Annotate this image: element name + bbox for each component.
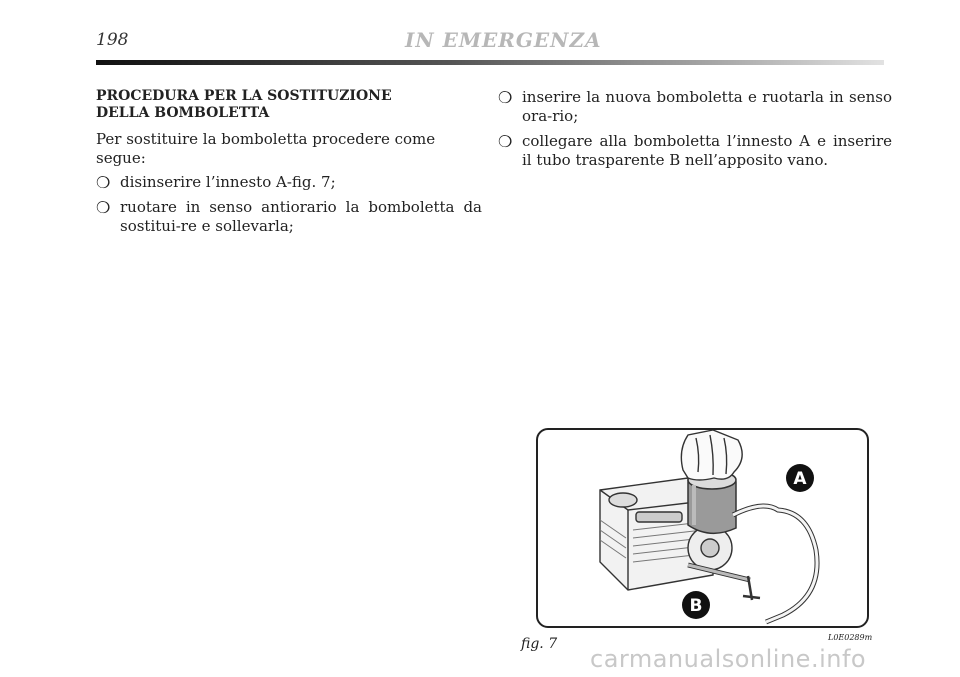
list-item-text: collegare alla bomboletta l’innesto A e inserire il tubo trasparente B nell’apposito vano. bbox=[522, 132, 892, 169]
list-item bbox=[96, 173, 482, 192]
intro-paragraph: Per sostituire la bomboletta procedere come segue: bbox=[96, 130, 436, 167]
watermark: carmanualsonline.info bbox=[590, 645, 867, 673]
label-b-text: B bbox=[689, 596, 703, 616]
list-item-text: ruotare in senso antiorario la bomboletta da sostitui-re e sollevarla; bbox=[120, 198, 482, 235]
section-header: IN EMERGENZA bbox=[405, 28, 602, 52]
hand bbox=[681, 430, 742, 480]
list-item bbox=[96, 198, 482, 236]
bullet-circle-icon: ❍ bbox=[498, 132, 513, 151]
list-item-text: inserire la nuova bomboletta e ruotarla in senso ora-rio; bbox=[522, 88, 892, 125]
right-column bbox=[498, 88, 892, 176]
figure-code: L0E0289m bbox=[828, 633, 873, 642]
list-item bbox=[498, 132, 892, 170]
label-b-badge bbox=[682, 591, 710, 619]
heading-line-1: PROCEDURA PER LA SOSTITUZIONE bbox=[96, 88, 392, 104]
figure-caption: fig. 7 bbox=[521, 636, 558, 652]
list-item-text: disinserire l’innesto A-fig. 7; bbox=[120, 173, 336, 191]
page-number: 198 bbox=[96, 30, 129, 50]
list-item bbox=[498, 88, 892, 126]
bullet-circle-icon: ❍ bbox=[96, 173, 111, 192]
label-a-badge bbox=[786, 464, 814, 492]
left-column bbox=[96, 88, 482, 242]
bullet-circle-icon: ❍ bbox=[96, 198, 111, 217]
figure-frame bbox=[536, 428, 869, 628]
heading-line-2: DELLA BOMBOLETTA bbox=[96, 105, 270, 121]
compressor-illustration bbox=[538, 430, 866, 625]
procedure-heading bbox=[96, 88, 482, 122]
bullet-circle-icon: ❍ bbox=[498, 88, 513, 107]
label-a-text: A bbox=[793, 469, 807, 489]
header-rule bbox=[96, 60, 884, 65]
